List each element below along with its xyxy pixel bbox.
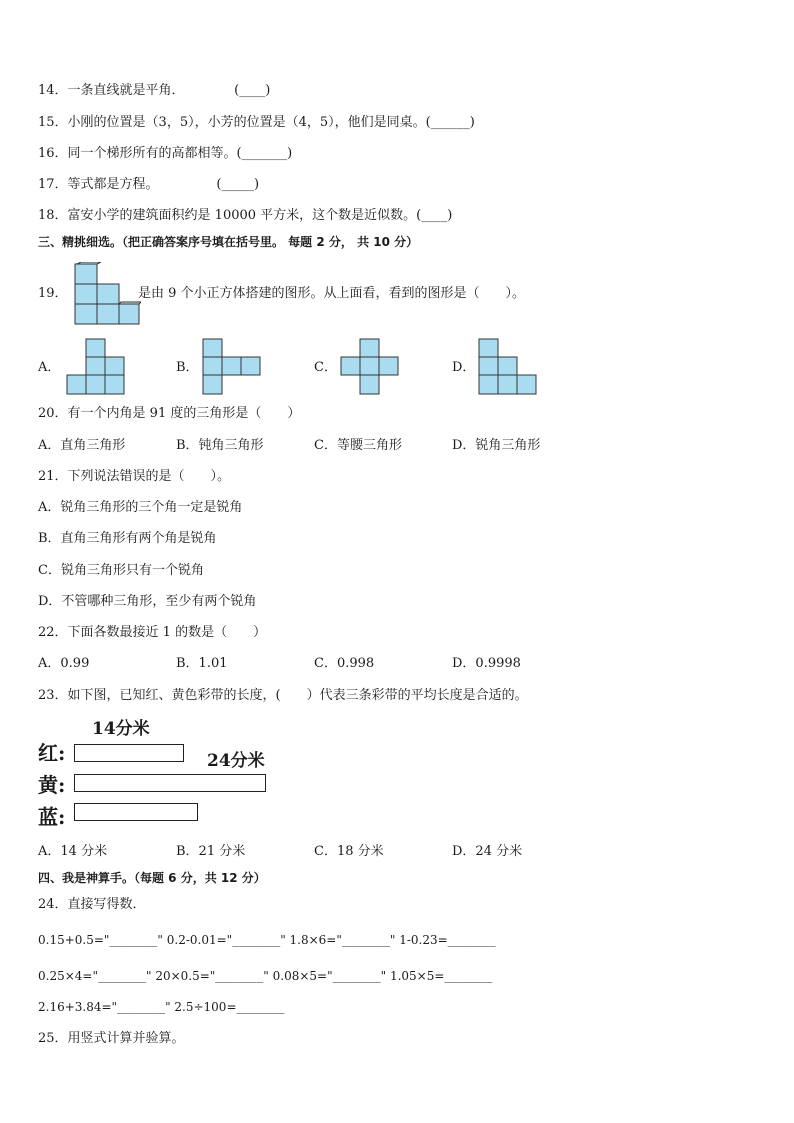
question-21: 21．下列说法错误的是（ ）。 <box>38 469 231 484</box>
q23-option-d: D．24 分米 <box>452 844 523 859</box>
question-19-text: 是由 9 个小正方体搭建的图形。从上面看，看到的图形是（ ）。 <box>138 286 526 301</box>
yellow-ribbon-bar <box>74 774 266 792</box>
q23-option-a: A．14 分米 <box>38 844 108 859</box>
blue-label: 蓝: <box>38 805 66 829</box>
q21-option-b: B．直角三角形有两个角是锐角 <box>38 531 217 546</box>
q22-option-d: D．0.9998 <box>452 656 521 671</box>
cube-stack-figure <box>69 262 141 328</box>
question-19-number: 19． <box>38 286 68 301</box>
q20-option-a: A．直角三角形 <box>38 438 126 453</box>
q21-option-a: A．锐角三角形的三个角一定是锐角 <box>38 500 243 515</box>
q19-option-b-label: B． <box>176 360 199 375</box>
q23-option-c: C．18 分米 <box>314 844 384 859</box>
q19-option-c-label: C． <box>314 360 337 375</box>
q24-row-1: 0.15+0.5="________" 0.2-0.01="________" 1.8×6="________" 1-0.23=________ <box>38 933 496 947</box>
q20-option-c: C．等腰三角形 <box>314 438 402 453</box>
q20-option-b: B．钝角三角形 <box>176 438 264 453</box>
q21-option-d: D．不管哪种三角形，至少有两个锐角 <box>38 594 257 609</box>
question-23: 23．如下图，已知红、黄色彩带的长度，( ）代表三条彩带的平均长度是合适的。 <box>38 688 528 703</box>
question-16: 16．同一个梯形所有的高都相等。(_______) <box>38 146 293 161</box>
q22-option-b: B．1.01 <box>176 656 228 671</box>
q24-row-2: 0.25×4="________" 20×0.5="________" 0.08×5="________" 1.05×5=________ <box>38 969 493 983</box>
question-14: 14．一条直线就是平角． (____) <box>38 83 271 98</box>
q20-option-d: D．锐角三角形 <box>452 438 541 453</box>
q21-option-c: C．锐角三角形只有一个锐角 <box>38 563 204 578</box>
red-ribbon-bar <box>74 744 184 762</box>
q19-option-d-label: D． <box>452 360 476 375</box>
q19-option-a-figure <box>66 338 128 396</box>
q19-option-d-figure <box>478 338 540 396</box>
question-20: 20．有一个内角是 91 度的三角形是（ ） <box>38 406 301 421</box>
q19-option-c-figure <box>340 338 402 396</box>
q22-option-a: A．0.99 <box>38 656 90 671</box>
section-3-heading: 三、精挑细选。（把正确答案序号填在括号里。 每题 2 分， 共 10 分） <box>38 235 419 249</box>
section-4-heading: 四、我是神算手。（每题 6 分，共 12 分） <box>38 871 266 885</box>
red-label: 红: <box>38 741 66 765</box>
blue-ribbon-bar <box>74 803 198 821</box>
q22-option-c: C．0.998 <box>314 656 375 671</box>
q19-option-a-label: A． <box>38 360 61 375</box>
q19-option-b-figure <box>202 338 264 396</box>
q24-row-3: 2.16+3.84="________" 2.5÷100=________ <box>38 1000 285 1014</box>
question-22: 22．下面各数最接近 1 的数是（ ） <box>38 625 267 640</box>
question-18: 18．富安小学的建筑面积约是 10000 平方米，这个数是近似数。(____) <box>38 208 453 223</box>
q23-option-b: B．21 分米 <box>176 844 246 859</box>
question-24: 24．直接写得数． <box>38 897 146 912</box>
question-17: 17．等式都是方程。 (_____) <box>38 177 260 192</box>
red-length-label: 14分米 <box>92 719 150 739</box>
yellow-length-label: 24分米 <box>207 751 265 771</box>
question-15: 15．小刚的位置是（3，5），小芳的位置是（4，5），他们是同桌。(______) <box>38 115 475 130</box>
yellow-label: 黄: <box>38 773 66 797</box>
question-25: 25．用竖式计算并验算。 <box>38 1031 185 1046</box>
